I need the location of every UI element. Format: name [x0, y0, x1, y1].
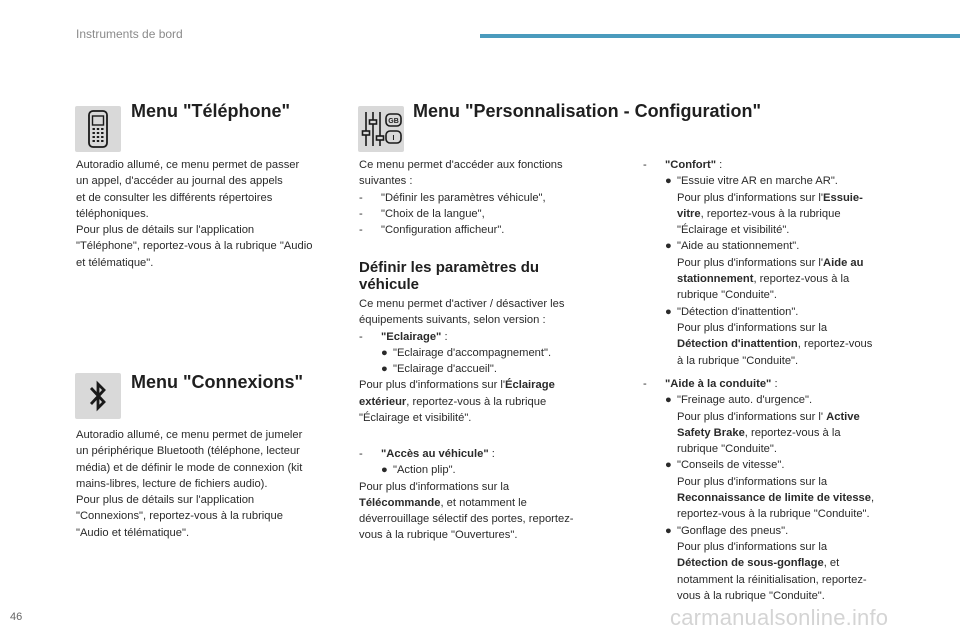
- text-line: notamment la réinitialisation, reportez-: [677, 573, 867, 586]
- bullet-text: "Essuie vitre AR en marche AR".: [677, 175, 838, 188]
- colon: :: [716, 159, 723, 171]
- definir-section-title: [359, 259, 539, 293]
- bullet-item: [643, 523, 943, 539]
- bold-fragment: Active: [826, 410, 860, 423]
- text-line: rubrique "Conduite".: [677, 289, 777, 302]
- text-line: reportez-vous à la rubrique "Conduite".: [677, 508, 870, 521]
- phone-icon: [75, 106, 121, 152]
- dash: -: [643, 159, 647, 171]
- bold-fragment: Essuie-: [823, 191, 863, 204]
- bullet-text: "Action plip".: [393, 464, 456, 477]
- text-line: Autoradio allumé, ce menu permet de jumeler: [76, 429, 303, 441]
- text-line: vous à la rubrique "Ouvertures".: [359, 529, 518, 542]
- bullet-item: [643, 173, 943, 189]
- text-fragment: , reportez-vous à la: [744, 426, 841, 439]
- bullet-item: [643, 392, 943, 408]
- bullet-icon: ●: [665, 459, 672, 472]
- text-line: "Éclairage et visibilité".: [359, 412, 472, 425]
- bullet-text: "Conseils de vitesse".: [677, 459, 785, 472]
- bullet-text: "Gonflage des pneus".: [677, 524, 789, 537]
- bullet-icon: ●: [381, 363, 388, 376]
- text-line: Ce menu permet d'accéder aux fonctions: [359, 159, 563, 171]
- text-line: vous à la rubrique "Conduite".: [677, 589, 825, 602]
- text-line: à la rubrique "Conduite".: [677, 354, 799, 367]
- aide-section: [643, 376, 943, 604]
- bold-fragment: Télécommande: [359, 496, 441, 509]
- personnalisation-menu-title: Menu "Personnalisation - Configuration": [413, 101, 762, 121]
- list-item: [359, 206, 609, 222]
- bullet-icon: ●: [381, 346, 388, 359]
- text-fragment: Pour plus d'informations sur l': [677, 191, 824, 204]
- list-item: [359, 190, 609, 206]
- bold-fragment: stationnement: [677, 273, 754, 286]
- text-line: [359, 394, 619, 410]
- confort-label: "Confort": [665, 159, 716, 171]
- text-line: Pour plus d'informations sur la: [677, 475, 828, 488]
- bold-fragment: Safety Brake: [677, 426, 745, 439]
- text-line: mains-libres, lecture de fichiers audio).: [76, 477, 268, 490]
- text-line: un périphérique Bluetooth (téléphone, lecteur: [76, 445, 300, 458]
- text-line: Pour plus de détails sur l'application: [76, 494, 255, 507]
- eclairage-label: "Eclairage": [381, 330, 442, 343]
- text-fragment: Pour plus d'informations sur l': [359, 379, 506, 392]
- text-line: équipements suivants, selon version :: [359, 314, 546, 327]
- list-item-text: "Configuration afficheur".: [381, 224, 505, 237]
- colon: :: [488, 448, 495, 460]
- text-line: Pour plus d'informations sur la: [677, 321, 828, 334]
- text-line: média) et de définir le mode de connexion (kit: [76, 461, 303, 474]
- acces-item: [359, 446, 619, 462]
- text-line: [359, 495, 619, 511]
- personnalisation-intro: [359, 157, 609, 238]
- definir-description: [359, 296, 619, 426]
- header-accent-bar: [480, 34, 960, 38]
- text-fragment: , et: [823, 557, 840, 570]
- bold-fragment: Reconnaissance de limite de vitesse: [677, 492, 872, 505]
- text-line: déverrouillage sélectif des portes, reportez-: [359, 513, 574, 526]
- bullet-text: "Détection d'inattention".: [677, 305, 799, 318]
- bullet-item: [359, 361, 619, 377]
- connexions-description: [76, 427, 302, 541]
- bullet-icon: ●: [381, 464, 388, 477]
- text-line: rubrique "Conduite".: [677, 443, 777, 456]
- telephone-menu-title: Menu "Téléphone": [131, 101, 291, 121]
- page-header-title: Instruments de bord: [76, 27, 183, 41]
- text-line: "Audio et télématique".: [76, 526, 190, 539]
- text-fragment: Pour plus d'informations sur l': [677, 256, 824, 269]
- text-line: [359, 377, 619, 393]
- colon: :: [771, 378, 778, 390]
- bullet-text: "Aide au stationnement".: [677, 240, 800, 253]
- bullet-icon: ●: [665, 175, 672, 188]
- bluetooth-icon: [75, 373, 121, 419]
- bullet-icon: ●: [665, 240, 672, 253]
- dash: -: [359, 224, 363, 237]
- bold-fragment: Éclairage: [505, 379, 555, 392]
- text-line: et de consulter les différents répertoires: [76, 191, 273, 204]
- bold-fragment: extérieur: [359, 395, 407, 408]
- gb-label: GB: [388, 118, 399, 125]
- aide-label: "Aide à la conduite": [665, 378, 772, 390]
- text-line: un appel, d'accéder au journal des appels: [76, 175, 283, 188]
- bold-fragment: Détection de sous-gonflage: [677, 557, 824, 570]
- watermark: carmanualsonline.info: [670, 605, 889, 630]
- list-item-text: "Choix de la langue",: [381, 207, 485, 220]
- text-fragment: , reportez-vous: [797, 338, 873, 351]
- text-line: suivantes :: [359, 175, 413, 188]
- text-line: [643, 271, 943, 287]
- dash: -: [359, 330, 363, 343]
- bullet-item: [643, 457, 943, 473]
- bold-fragment: Aide au: [823, 256, 864, 269]
- bold-fragment: vitre: [677, 207, 701, 220]
- text-fragment: ,: [871, 492, 875, 505]
- text-line: [643, 490, 943, 506]
- eclairage-item: [359, 329, 619, 345]
- colon: :: [441, 330, 448, 343]
- connexions-menu-title: Menu "Connexions": [131, 372, 304, 392]
- bullet-icon: ●: [665, 524, 672, 537]
- title-line: Définir les paramètres du: [359, 259, 540, 276]
- bullet-item: [359, 462, 619, 478]
- dash: -: [359, 191, 363, 204]
- text-line: [643, 190, 943, 206]
- text-line: [643, 409, 943, 425]
- bullet-text: "Eclairage d'accompagnement".: [393, 346, 552, 359]
- text-line: Pour plus de détails sur l'application: [76, 224, 255, 237]
- confort-item: [643, 157, 943, 173]
- telephone-description: [76, 157, 312, 271]
- title-line: véhicule: [359, 276, 420, 293]
- settings-sliders-icon: [358, 106, 404, 152]
- confort-section: [643, 157, 943, 369]
- text-fragment: , et notamment le: [440, 496, 527, 509]
- text-line: Pour plus d'informations sur la: [359, 480, 510, 493]
- bullet-text: "Eclairage d'accueil".: [393, 363, 497, 376]
- text-line: [643, 206, 943, 222]
- acces-label: "Accès au véhicule": [381, 448, 489, 460]
- text-line: et télématique".: [76, 256, 154, 269]
- bullet-item: [359, 345, 619, 361]
- dash: -: [643, 378, 647, 390]
- aide-item: [643, 376, 943, 392]
- text-line: Ce menu permet d'activer / désactiver les: [359, 298, 565, 310]
- text-line: "Téléphone", reportez-vous à la rubrique "Audio: [76, 240, 313, 253]
- bullet-text: "Freinage auto. d'urgence".: [677, 394, 813, 407]
- text-fragment: Pour plus d'informations sur l': [677, 410, 827, 423]
- bullet-icon: ●: [665, 394, 672, 407]
- text-line: [643, 255, 943, 271]
- dash: -: [359, 207, 363, 220]
- bullet-item: [643, 304, 943, 320]
- bold-fragment: Détection d'inattention: [677, 338, 798, 351]
- text-line: [643, 425, 943, 441]
- dash: -: [359, 448, 363, 460]
- acces-description: [359, 446, 619, 544]
- text-fragment: , reportez-vous à la: [753, 273, 850, 286]
- list-item-text: "Définir les paramètres véhicule",: [381, 191, 546, 204]
- page-number: 46: [10, 611, 23, 623]
- text-line: [643, 555, 943, 571]
- text-line: "Éclairage et visibilité".: [677, 224, 790, 237]
- text-line: Pour plus d'informations sur la: [677, 540, 828, 553]
- text-fragment: , reportez-vous à la rubrique: [700, 207, 841, 220]
- text-line: téléphoniques.: [76, 207, 149, 220]
- bullet-icon: ●: [665, 305, 672, 318]
- bullet-item: [643, 238, 943, 254]
- list-item: [359, 222, 609, 238]
- text-line: [643, 336, 943, 352]
- text-line: Autoradio allumé, ce menu permet de passer: [76, 159, 300, 171]
- text-fragment: , reportez-vous à la rubrique: [406, 395, 547, 408]
- i-label: I: [392, 135, 395, 142]
- text-line: "Connexions", reportez-vous à la rubrique: [76, 510, 283, 523]
